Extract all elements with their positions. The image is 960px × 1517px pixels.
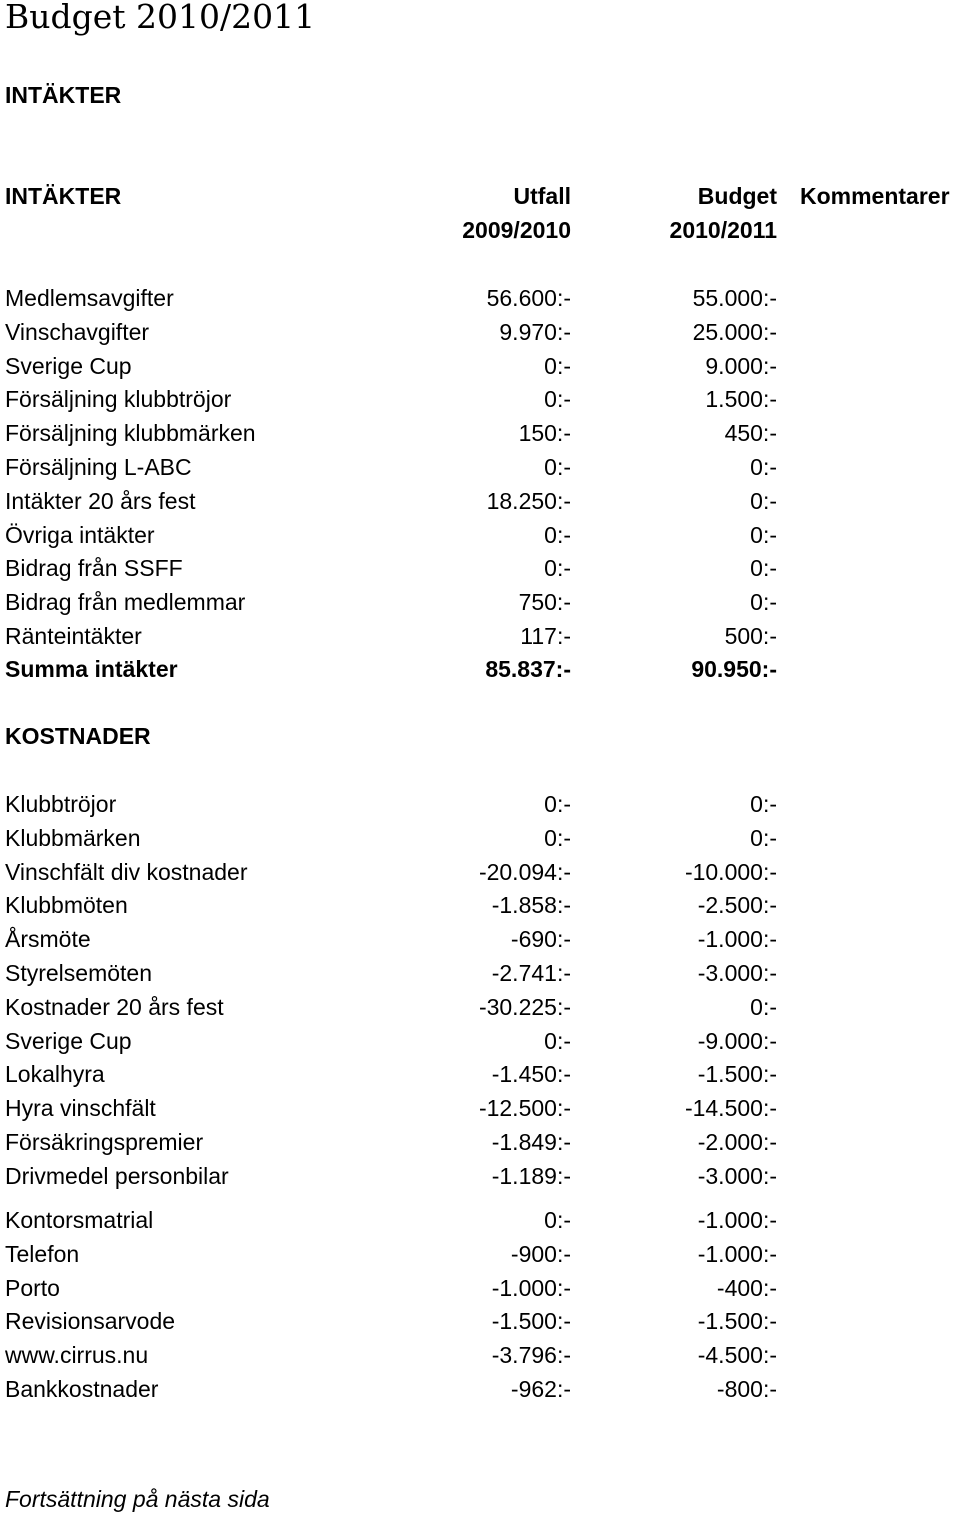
- row-budget: 500:-: [724, 623, 777, 649]
- row-utfall: -690:-: [510, 926, 571, 953]
- header-budget-year: 2010/2011: [669, 217, 777, 243]
- row-budget: 55.000:-: [692, 285, 777, 311]
- footer-note: Fortsättning på nästa sida: [5, 1486, 270, 1512]
- row-utfall: -1.000:-: [491, 1274, 571, 1301]
- row-label: Kontorsmatrial: [5, 1207, 154, 1233]
- row-utfall: 0:-: [544, 454, 571, 480]
- row-label: Hyra vinschfält: [5, 1095, 156, 1122]
- row-budget: 0:-: [750, 555, 777, 582]
- income-total-budget: 90.950:-: [691, 656, 777, 682]
- row-utfall: 150:-: [518, 420, 571, 447]
- row-label: Vinschavgifter: [5, 318, 150, 345]
- header-utfall-year: 2009/2010: [462, 217, 571, 243]
- row-label: Försäljning klubbtröjor: [5, 386, 232, 413]
- row-budget: -1.500:-: [697, 1061, 777, 1088]
- row-budget: -2.000:-: [697, 1129, 777, 1155]
- row-utfall: -1.849:-: [491, 1129, 571, 1155]
- row-label: Ränteintäkter: [5, 623, 142, 649]
- row-label: Intäkter 20 års fest: [5, 487, 196, 514]
- row-label: Kostnader 20 års fest: [5, 993, 224, 1020]
- row-utfall: 0:-: [544, 555, 571, 582]
- row-label: Klubbmöten: [5, 892, 128, 919]
- row-utfall: 0:-: [544, 791, 571, 817]
- income-total-utfall: 85.837:-: [485, 656, 571, 682]
- row-label: Försäkringspremier: [5, 1129, 204, 1155]
- row-budget: 9.000:-: [705, 352, 777, 379]
- row-budget: 450:-: [724, 420, 777, 447]
- row-budget: -1.000:-: [697, 926, 777, 953]
- row-label: Årsmöte: [5, 926, 91, 953]
- row-budget: -2.500:-: [697, 892, 777, 919]
- row-label: www.cirrus.nu: [5, 1342, 149, 1369]
- row-label: Porto: [5, 1274, 60, 1301]
- row-utfall: -1.500:-: [491, 1308, 571, 1335]
- row-utfall: 0:-: [544, 521, 571, 548]
- row-label: Övriga intäkter: [5, 521, 155, 548]
- row-budget: 0:-: [750, 487, 777, 514]
- row-budget: 0:-: [750, 521, 777, 548]
- row-label: Styrelsemöten: [5, 960, 153, 986]
- header-kommentarer: Kommentarer: [800, 183, 950, 209]
- row-utfall: -1.858:-: [491, 892, 571, 919]
- row-budget: -1.500:-: [697, 1308, 777, 1335]
- header-utfall: Utfall: [513, 183, 571, 209]
- row-budget: -9.000:-: [697, 1027, 777, 1054]
- row-label: Medlemsavgifter: [5, 285, 174, 311]
- row-utfall: -30.225:-: [478, 993, 571, 1020]
- row-utfall: -2.741:-: [491, 960, 571, 986]
- row-budget: -400:-: [716, 1274, 777, 1301]
- row-label: Vinschfält div kostnader: [5, 858, 248, 885]
- row-utfall: 0:-: [544, 1207, 571, 1233]
- header-budget: Budget: [697, 183, 777, 209]
- row-budget: -800:-: [716, 1376, 777, 1402]
- row-utfall: -12.500:-: [478, 1095, 571, 1122]
- row-utfall: 56.600:-: [486, 285, 571, 311]
- row-budget: 0:-: [750, 993, 777, 1020]
- page-title: Budget 2010/2011: [5, 0, 316, 36]
- row-budget: -1.000:-: [697, 1207, 777, 1233]
- row-label: Sverige Cup: [5, 1027, 132, 1054]
- row-utfall: 0:-: [544, 824, 571, 851]
- row-budget: 0:-: [750, 589, 777, 616]
- row-utfall: 117:-: [520, 623, 571, 649]
- row-label: Revisionsarvode: [5, 1308, 176, 1335]
- row-budget: -3.000:-: [697, 1162, 777, 1189]
- row-utfall: 0:-: [544, 386, 571, 413]
- row-label: Lokalhyra: [5, 1061, 105, 1088]
- row-budget: 0:-: [750, 824, 777, 851]
- row-budget: -14.500:-: [684, 1095, 777, 1122]
- row-utfall: -1.450:-: [491, 1061, 571, 1088]
- row-label: Bidrag från medlemmar: [5, 589, 246, 616]
- row-label: Klubbtröjor: [5, 791, 117, 817]
- row-utfall: -900:-: [510, 1240, 571, 1267]
- row-label: Bankkostnader: [5, 1376, 159, 1402]
- row-label: Bidrag från SSFF: [5, 555, 183, 582]
- section-heading-kostnader: KOSTNADER: [5, 723, 151, 749]
- row-budget: -1.000:-: [697, 1240, 777, 1267]
- row-budget: -4.500:-: [697, 1342, 777, 1369]
- row-budget: -3.000:-: [697, 960, 777, 986]
- row-budget: -10.000:-: [684, 858, 777, 885]
- row-label: Sverige Cup: [5, 352, 132, 379]
- row-utfall: 9.970:-: [499, 318, 571, 345]
- row-budget: 0:-: [750, 454, 777, 480]
- row-budget: 25.000:-: [692, 318, 777, 345]
- row-label: Telefon: [5, 1240, 80, 1267]
- row-label: Klubbmärken: [5, 824, 141, 851]
- row-utfall: -20.094:-: [478, 858, 571, 885]
- row-budget: 1.500:-: [705, 386, 777, 413]
- row-label: Försäljning L-ABC: [5, 454, 192, 480]
- row-utfall: 750:-: [518, 589, 571, 616]
- row-label: Drivmedel personbilar: [5, 1162, 229, 1189]
- row-utfall: 18.250:-: [486, 487, 571, 514]
- table-header-label: INTÄKTER: [5, 183, 122, 209]
- income-total-label: Summa intäkter: [5, 656, 178, 682]
- row-utfall: 0:-: [544, 352, 571, 379]
- row-utfall: -3.796:-: [491, 1342, 571, 1369]
- row-label: Försäljning klubbmärken: [5, 420, 256, 447]
- row-utfall: -962:-: [510, 1376, 571, 1402]
- section-heading-intakter: INTÄKTER: [5, 82, 122, 108]
- row-utfall: -1.189:-: [491, 1162, 571, 1189]
- row-utfall: 0:-: [544, 1027, 571, 1054]
- row-budget: 0:-: [750, 791, 777, 817]
